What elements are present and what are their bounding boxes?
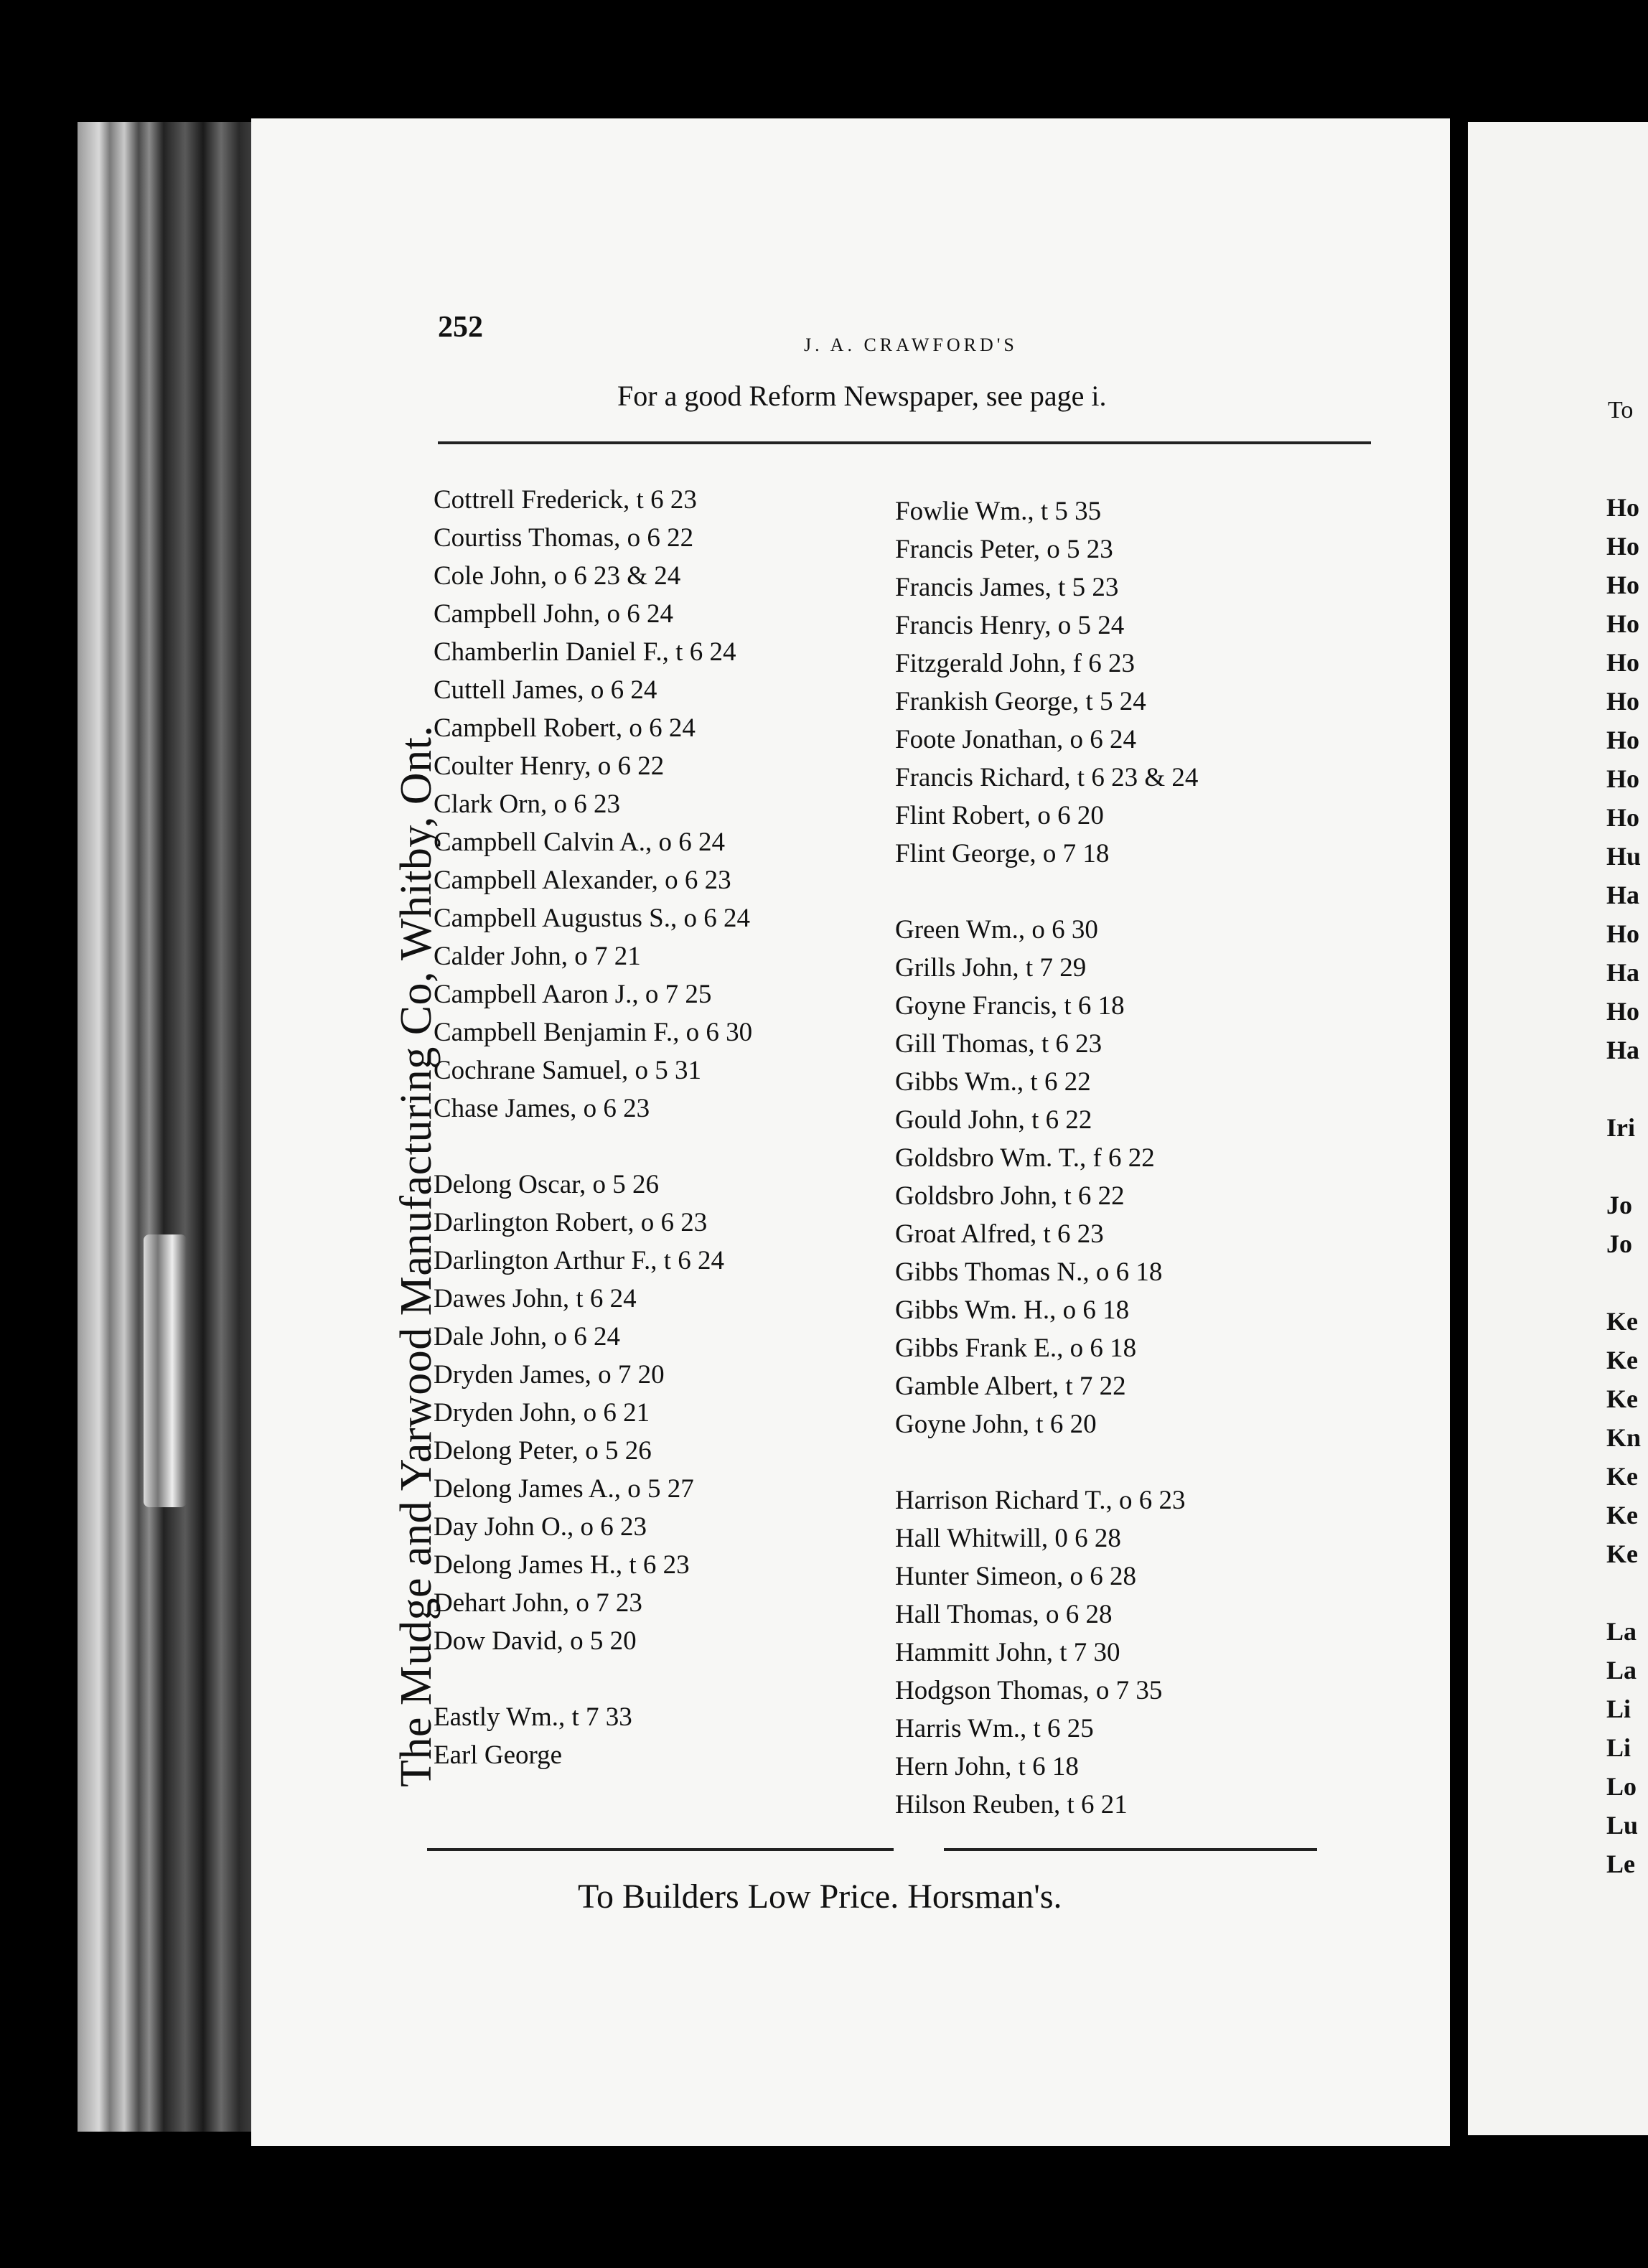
directory-entry: Calder John, o 7 21 — [434, 942, 641, 971]
directory-entry: Cottrell Frederick, t 6 23 — [434, 485, 697, 515]
directory-entry: Iri — [1606, 1113, 1635, 1142]
section-gap — [434, 1660, 752, 1698]
directory-entry: Hunter Simeon, o 6 28 — [895, 1562, 1137, 1591]
directory-entry: Chase James, o 6 23 — [434, 1094, 650, 1123]
directory-entry: Ho — [1606, 764, 1640, 793]
directory-entry: Ho — [1606, 687, 1640, 716]
directory-entry: Kn — [1606, 1423, 1642, 1452]
bottom-advertisement: To Builders Low Price. Horsman's. — [578, 1878, 1062, 1916]
section-gap — [1606, 1147, 1641, 1186]
facing-page-entries — [1606, 488, 1641, 1883]
directory-entry: Darlington Arthur F., t 6 24 — [434, 1246, 725, 1275]
directory-entry: Ke — [1606, 1462, 1638, 1491]
directory-entry: Fowlie Wm., t 5 35 — [895, 497, 1102, 526]
directory-entry: Hammitt John, t 7 30 — [895, 1638, 1120, 1667]
directory-entry: Harrison Richard T., o 6 23 — [895, 1486, 1186, 1515]
directory-entry: Dryden John, o 6 21 — [434, 1398, 650, 1428]
book-spine — [78, 122, 257, 2132]
directory-entry: Delong Peter, o 5 26 — [434, 1436, 652, 1466]
directory-entry: Francis Henry, o 5 24 — [895, 611, 1125, 640]
directory-entry: Ho — [1606, 997, 1640, 1026]
directory-entry: Hodgson Thomas, o 7 35 — [895, 1676, 1163, 1705]
directory-entry: Goyne John, t 6 20 — [895, 1410, 1097, 1439]
directory-entry: Hall Whitwill, 0 6 28 — [895, 1524, 1121, 1553]
directory-entry: Fitzgerald John, f 6 23 — [895, 649, 1135, 678]
directory-entry: Goldsbro John, t 6 22 — [895, 1181, 1125, 1211]
directory-entry: Gamble Albert, t 7 22 — [895, 1372, 1126, 1401]
directory-entry: Darlington Robert, o 6 23 — [434, 1208, 708, 1237]
directory-entry: Francis Peter, o 5 23 — [895, 535, 1113, 564]
directory-entry: Gibbs Wm., t 6 22 — [895, 1067, 1091, 1097]
directory-entry: Ho — [1606, 609, 1640, 638]
directory-entry: Campbell John, o 6 24 — [434, 599, 674, 629]
directory-entry: Campbell Benjamin F., o 6 30 — [434, 1018, 753, 1047]
directory-entry: Flint Robert, o 6 20 — [895, 801, 1104, 830]
directory-entry: Gibbs Frank E., o 6 18 — [895, 1334, 1137, 1363]
bottom-rule-right — [944, 1848, 1317, 1851]
directory-entry: Harris Wm., t 6 25 — [895, 1714, 1094, 1743]
directory-entry: Ho — [1606, 726, 1640, 754]
section-gap — [1606, 1263, 1641, 1302]
directory-entry: Campbell Alexander, o 6 23 — [434, 866, 731, 895]
section-gap — [895, 873, 1198, 911]
directory-entry: Green Wm., o 6 30 — [895, 915, 1098, 945]
directory-entry: Francis James, t 5 23 — [895, 573, 1119, 602]
directory-entry: Ho — [1606, 571, 1640, 599]
directory-entry: Delong James H., t 6 23 — [434, 1550, 690, 1580]
directory-entry: Li — [1606, 1695, 1631, 1723]
directory-entry: Courtiss Thomas, o 6 22 — [434, 523, 694, 553]
directory-entry: Gould John, t 6 22 — [895, 1105, 1092, 1135]
section-gap — [895, 1443, 1198, 1481]
directory-entry: Ke — [1606, 1346, 1638, 1374]
binding-clip — [144, 1234, 187, 1507]
directory-entry: Groat Alfred, t 6 23 — [895, 1219, 1104, 1249]
directory-entry: Goldsbro Wm. T., f 6 22 — [895, 1143, 1155, 1173]
directory-entry: Francis Richard, t 6 23 & 24 — [895, 763, 1199, 792]
directory-entry: Hall Thomas, o 6 28 — [895, 1600, 1113, 1629]
bottom-rule-left — [427, 1848, 894, 1851]
directory-entry: Ho — [1606, 648, 1640, 677]
directory-entry: La — [1606, 1656, 1637, 1684]
directory-entry: Coulter Henry, o 6 22 — [434, 751, 665, 781]
directory-entry: Ho — [1606, 532, 1640, 561]
directory-entry: Frankish George, t 5 24 — [895, 687, 1146, 716]
directory-entry: La — [1606, 1617, 1637, 1646]
directory-entry: Jo — [1606, 1191, 1632, 1219]
directory-entry: Eastly Wm., t 7 33 — [434, 1702, 632, 1732]
directory-entry: Dow David, o 5 20 — [434, 1626, 637, 1656]
directory-entry: Cole John, o 6 23 & 24 — [434, 561, 681, 591]
directory-entry: Day John O., o 6 23 — [434, 1512, 647, 1542]
left-column-entries — [434, 481, 752, 1774]
directory-entry: Delong Oscar, o 5 26 — [434, 1170, 659, 1199]
directory-entry: Ke — [1606, 1384, 1638, 1413]
top-advertisement: For a good Reform Newspaper, see page i. — [617, 380, 1107, 412]
directory-entry: Lu — [1606, 1811, 1639, 1840]
directory-entry: Flint George, o 7 18 — [895, 839, 1110, 868]
directory-entry: Campbell Robert, o 6 24 — [434, 713, 696, 743]
directory-entry: Dehart John, o 7 23 — [434, 1588, 642, 1618]
directory-entry: Foote Jonathan, o 6 24 — [895, 725, 1137, 754]
directory-entry: Grills John, t 7 29 — [895, 953, 1087, 983]
directory-entry: Clark Orn, o 6 23 — [434, 789, 620, 819]
directory-entry: Dale John, o 6 24 — [434, 1322, 620, 1351]
directory-entry: Chamberlin Daniel F., t 6 24 — [434, 637, 736, 667]
directory-entry: Lo — [1606, 1772, 1637, 1801]
directory-entry: Ha — [1606, 958, 1640, 987]
section-gap — [1606, 1069, 1641, 1108]
directory-entry: Dawes John, t 6 24 — [434, 1284, 637, 1313]
directory-entry: Ke — [1606, 1501, 1638, 1529]
directory-entry: Ke — [1606, 1307, 1638, 1336]
directory-entry: Gibbs Thomas N., o 6 18 — [895, 1257, 1163, 1287]
directory-entry: Cuttell James, o 6 24 — [434, 675, 657, 705]
section-gap — [1606, 1573, 1641, 1612]
side-advertisement: The Mudge and Yarwood Manufacturing Co, Whitby, Ont. — [392, 725, 441, 1787]
section-gap — [434, 1128, 752, 1166]
directory-entry: Goyne Francis, t 6 18 — [895, 991, 1125, 1021]
facing-page-head: To — [1608, 397, 1634, 423]
directory-entry: Li — [1606, 1733, 1631, 1762]
directory-entry: Hu — [1606, 842, 1642, 871]
top-rule — [438, 441, 1371, 444]
directory-entry: Hilson Reuben, t 6 21 — [895, 1790, 1128, 1819]
directory-entry: Campbell Augustus S., o 6 24 — [434, 904, 750, 933]
page-number: 252 — [438, 311, 483, 344]
directory-entry: Ke — [1606, 1540, 1638, 1568]
directory-entry: Jo — [1606, 1229, 1632, 1258]
directory-entry: Delong James A., o 5 27 — [434, 1474, 694, 1504]
directory-entry: Gill Thomas, t 6 23 — [895, 1029, 1102, 1059]
directory-entry: Ho — [1606, 493, 1640, 522]
directory-entry: Ho — [1606, 919, 1640, 948]
directory-entry: Gibbs Wm. H., o 6 18 — [895, 1295, 1130, 1325]
directory-entry: Le — [1606, 1850, 1635, 1878]
running-head: J. A. CRAWFORD'S — [804, 334, 1018, 355]
directory-entry: Earl George — [434, 1740, 563, 1770]
directory-entry: Ha — [1606, 881, 1640, 909]
right-column-entries — [895, 492, 1198, 1824]
directory-entry: Campbell Aaron J., o 7 25 — [434, 980, 712, 1009]
directory-entry: Ha — [1606, 1036, 1640, 1064]
directory-entry: Hern John, t 6 18 — [895, 1752, 1079, 1781]
directory-entry: Campbell Calvin A., o 6 24 — [434, 828, 725, 857]
directory-entry: Ho — [1606, 803, 1640, 832]
directory-entry: Dryden James, o 7 20 — [434, 1360, 665, 1390]
directory-entry: Cochrane Samuel, o 5 31 — [434, 1056, 701, 1085]
